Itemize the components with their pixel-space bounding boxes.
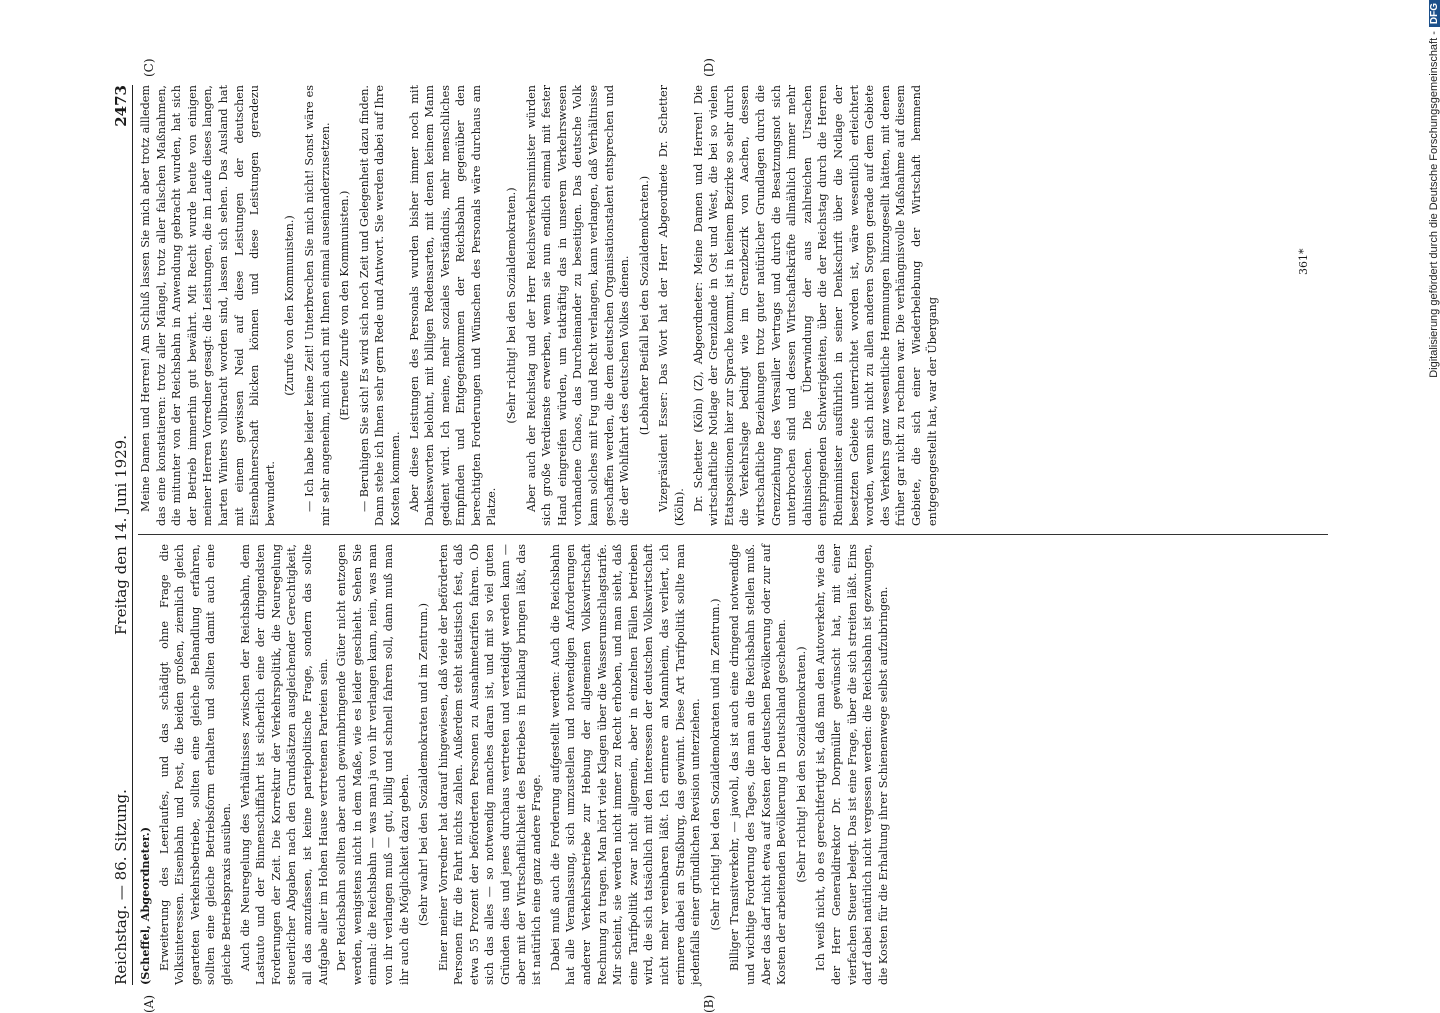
dfg-notice: [1428, 0, 1440, 1000]
signature-mark: 361*: [1297, 248, 1310, 275]
header-left: Reichstag. — 86. Sitzung.: [112, 789, 130, 985]
paragraph: Vizepräsident Esser: Das Wort hat der Herr Abgeordnete Dr. Schetter (Köln).: [657, 85, 686, 526]
paragraph: Erweiterung des Leerlaufes, und das schädigt ohne Frage die Volksinteressen. Eisenbahn und Post, die beiden großen, ziemlich gleich gearteten Verkehrsbetriebe, sollten eine gleiche Behandlung erfahren, sollten eine gleiche Betriebsform erhalten und sollten damit auch eine gleiche Betriebspraxis ausüben.: [157, 544, 233, 985]
paragraph: — Ich habe leider keine Zeit! Unterbrechen Sie mich nicht! Sonst wäre es mir sehr angenehm, mich auch mit Ihnen einmal auseinanderzusetzen.: [302, 85, 332, 526]
interjection: (Sehr richtig! bei den Sozialdemokraten.): [505, 187, 519, 424]
margin-mark-c: (C): [142, 58, 156, 77]
interjection: (Erneute Zurufe von den Kommunisten.): [338, 190, 352, 421]
page-header: [102, 85, 133, 985]
speaker-line: (Scheffel, Abgeordneter.): [138, 827, 152, 985]
interjection: (Sehr richtig! bei den Sozialdemokraten.): [794, 646, 808, 883]
interjection: (Lebhafter Beifall bei den Sozialdemokraten.): [637, 175, 651, 436]
rotated-sheet: [102, 58, 1322, 1013]
paragraph: Dr. Schetter (Köln) (Z), Abgeordneter: Meine Damen und Herren! Die wirtschaftliche Notlage der Grenzlande in Ost und West, die bei so vielen Etatspositionen hier zur Sprache kommt, ist in keinem Bezirke so sehr durch die Verkehrslage bedingt wie im Grenzbezirk von Aachen, dessen wirtschaftliche Beziehungen trotz guter natürlicher Grundlagen durch die Grenzziehung des Versailler Vertrags und durch die Besatzungsnot sich unterbrochen sind und dessen Wirtschaftskräfte allmählich immer mehr dahinsiechen. Die Überwindung der aus zahlreichen Ursachen entspringenden Schwierigkeiten, über die der Reichstag durch die Herren Rheinminister ausführlich in seiner Denkschrift über die Notlage der besetzten Gebiete unterrichtet worden ist, wäre wesentlich erleichtert worden, wenn sich nicht zu allen anderen Sorgen gerade auf dem Gebiete des Verkehrs ganz wesentliche Hemmungen hinzugesellt hätten, mit denen früher gar nicht zu rechnen war. Die verhängnisvolle Maßnahme auf diesem Gebiete, die sich einer Wiederbelebung der Wirtschaft hemmend entgegengestellt hat, war der Übergang: [691, 85, 939, 526]
paragraph: Billiger Transitverkehr, — jawohl, das ist auch eine dringend notwendige und wichtige Forderung des Tages, die man an die Reichsbahn stellen muß. Aber das darf nicht etwa auf Kosten der deutschen Bevölkerung oder zur auf Kosten der arbeitenden Bevölkerung in Deutschland geschehen.: [728, 544, 789, 985]
interjection: (Zurufe von den Kommunisten.): [283, 215, 297, 396]
paragraph: Ich weiß nicht, ob es gerechtfertigt ist, daß man den Autoverkehr, wie das der Herr Generaldirektor Dr. Dorpmüller gewünscht hat, mit einer vierfachen Steuer belegt. Das ist eine Frage, über die sich streiten läßt. Eins darf dabei natürlich nicht vergessen werden: die Reichsbahn ist gezwungen, die Kosten für die Erhaltung ihrer Schienenwege selbst aufzubringen.: [814, 544, 890, 985]
left-column: [138, 544, 1338, 985]
margin-mark-a: (A): [142, 994, 156, 1013]
margin-mark-d: (D): [702, 58, 716, 77]
side-notice-text: Digitalisierung gefördert durch die Deutsche Forschungsgemeinschaft -: [1428, 31, 1440, 378]
paragraph: Dabei muß auch die Forderung aufgestellt werden: Auch die Reichsbahn hat alle Veranlassung, sich umzustellen und notwendigen Anforderungen anderer Verkehrsbetriebe zur Hebung der allgemeinen Volkswirtschaft Rechnung zu tragen. Man hört viele Klagen über die Wasserumschlagstarife. Mir scheint, sie werden nicht immer zu Recht erhoben, und man sieht, daß eine Tarifpolitik zwar nicht allgemein, aber in einzelnen Fällen betrieben wird, die sich tatsächlich mit den Interessen der deutschen Volkswirtschaft nicht mehr vereinbaren läßt. Ich erinnere an Mannheim, das verliert, ich erinnere dabei an Straßburg, das gewinnt. Diese Art Tarifpolitik sollte man jedenfalls einer gründlichen Revision unterziehen.: [548, 544, 703, 985]
paragraph: Auch die Neuregelung des Verhältnisses zwischen der Reichsbahn, dem Lastauto und der Binnenschiffahrt ist sicherlich eine der dringendsten Forderungen der Zeit. Die Korrektur der Verkehrspolitik, die Neuregelung steuerlicher Abgaben nach den Grundsätzen ausgleichender Gerechtigkeit, all das anzufassen, ist keine parteipolitische Frage, sondern das sollte Aufgabe aller im Hohen Hause vertretenen Parteien sein.: [238, 544, 330, 985]
interjection: (Sehr wahr! bei den Sozialdemokraten und im Zentrum.): [417, 602, 431, 927]
margin-mark-b: (B): [702, 994, 716, 1013]
right-column: [138, 85, 1338, 526]
dfg-logo: DFG: [1429, 0, 1440, 27]
interjection: (Sehr richtig! bei den Sozialdemokraten und im Zentrum.): [708, 598, 722, 931]
paragraph: Der Reichsbahn sollten aber auch gewinnbringende Güter nicht entzogen werden, wenigstens nicht in dem Maße, wie es leider geschieht. Sehen Sie einmal: die Reichsbahn — was man ja von ihr verlangen kann, nein, was man von ihr verlangen muß — gut, billig und schnell fahren soll, dann muß man ihr auch die Möglichkeit dazu geben.: [335, 544, 411, 985]
paragraph: Aber diese Leistungen des Personals wurden bisher immer noch mit Dankesworten belohnt, mit billigen Redensarten, mit denen keinem Mann gedient wird. Ich meine, mehr soziales Verständnis, mehr menschliches Empfinden und Entgegenkommen der Reichsbahn gegenüber den berechtigten Forderungen und Wünschen des Personals wäre durchaus am Platze.: [407, 85, 499, 526]
paragraph: — Beruhigen Sie sich! Es wird sich noch Zeit und Gelegenheit dazu finden. Dann stehe ich Ihnen sehr gern Rede und Antwort. Sie werden dabei auf Ihre Kosten kommen.: [357, 84, 402, 526]
columns: [138, 85, 1338, 985]
side-notice: [1406, 0, 1440, 1000]
header-center: Freitag den 14. Juni 1929.: [112, 435, 130, 635]
paragraph: Einer meiner Vorredner hat darauf hingewiesen, daß viele der beförderten Personen für die Fahrt nichts zahlen. Außerdem steht statistisch fest, daß etwa 55 Prozent der beförderten Personen zu Ausnahmetarifen fahren. Ob sich das alles — so notwendig manches daran ist, und mit so viel guten Gründen dies und jenes durchaus vertreten und verteidigt werden kann — aber mit der Wirtschaftlichkeit des Betriebes in Einklang bringen läßt, das ist natürlich eine ganz andere Frage.: [436, 544, 544, 985]
paragraph: Meine Damen und Herren! Am Schluß lassen Sie mich aber trotz allledem das eine konstatieren: trotz aller Mängel, trotz aller falschen Maßnahmen, die mitunter von der Reichsbahn in Anwendung gebracht wurden, hat sich der Betrieb immerhin gut bewährt. Mit Recht wurde heute von einigen meiner Herren Vorredner gesagt: die Leistungen, die im Laufe dieses langen, harten Winters vollbracht worden sind, lassen sich sehen. Das Ausland hat mit einem gewissen Neid auf diese Leistungen der deutschen Eisenbahnerschaft blicken können und diese Leistungen geradezu bewundert.: [139, 85, 277, 526]
paragraph: Aber auch der Reichstag und der Herr Reichsverkehrsminister würden sich große Verdienste erwerben, wenn sie nun endlich einmal mit fester Hand eingreifen würden, um tatkräftig das in unserem Verkehrswesen vorhandene Chaos, das Durcheinander zu beseitigen. Das deutsche Volk kann solches mit Fug und Recht verlangen, kann verlangen, daß Verhältnisse geschaffen werden, die dem deutschen Organisationstalent entsprechen und die der Wohlfahrt des deutschen Volkes dienen.: [524, 85, 632, 526]
page-number: 2473: [112, 85, 130, 127]
